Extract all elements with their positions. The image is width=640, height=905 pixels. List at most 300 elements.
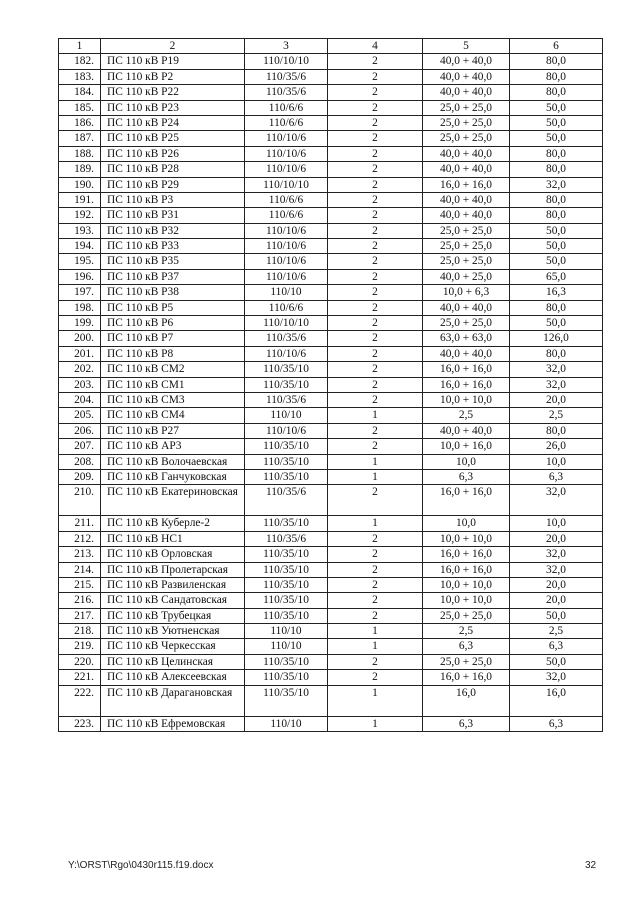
transformer-power-cell: 10,0 + 6,3 [423, 285, 510, 300]
table-row [59, 100, 603, 115]
transformer-power-cell: 10,0 + 10,0 [423, 593, 510, 608]
row-number-cell: 207. [59, 439, 101, 454]
table-row [59, 346, 603, 361]
total-power-cell: 80,0 [510, 346, 603, 361]
table-row [59, 577, 603, 592]
table-row [59, 377, 603, 392]
transformer-power-cell: 10,0 + 10,0 [423, 531, 510, 546]
total-power-cell: 10,0 [510, 516, 603, 531]
table-row [59, 608, 603, 623]
row-number-cell: 222. [59, 685, 101, 716]
transformer-count-cell: 2 [328, 177, 423, 192]
total-power-cell: 32,0 [510, 485, 603, 516]
voltage-cell: 110/10/6 [245, 269, 328, 284]
table-row [59, 69, 603, 84]
row-number-cell: 219. [59, 639, 101, 654]
substation-name-cell: ПС 110 кВ Куберле-2 [101, 516, 245, 531]
total-power-cell: 126,0 [510, 331, 603, 346]
row-number-cell: 218. [59, 624, 101, 639]
row-number-cell: 192. [59, 208, 101, 223]
row-number-cell: 193. [59, 223, 101, 238]
transformer-count-cell: 2 [328, 316, 423, 331]
transformer-power-cell: 25,0 + 25,0 [423, 608, 510, 623]
transformer-count-cell: 2 [328, 377, 423, 392]
table-row [59, 454, 603, 469]
substation-name-cell: ПС 110 кВ Черкесская [101, 639, 245, 654]
voltage-cell: 110/35/6 [245, 331, 328, 346]
row-number-cell: 206. [59, 423, 101, 438]
transformer-power-cell: 25,0 + 25,0 [423, 223, 510, 238]
table-row [59, 423, 603, 438]
total-power-cell: 10,0 [510, 454, 603, 469]
table-row [59, 162, 603, 177]
transformer-count-cell: 2 [328, 115, 423, 130]
substation-name-cell: ПС 110 кВ Екатериновская [101, 485, 245, 516]
table-row [59, 54, 603, 69]
voltage-cell: 110/10/10 [245, 54, 328, 69]
substation-name-cell: ПС 110 кВ Р26 [101, 146, 245, 161]
substation-name-cell: ПС 110 кВ Р38 [101, 285, 245, 300]
substation-name-cell: ПС 110 кВ Р8 [101, 346, 245, 361]
transformer-power-cell: 25,0 + 25,0 [423, 239, 510, 254]
row-number-cell: 190. [59, 177, 101, 192]
row-number-cell: 187. [59, 131, 101, 146]
row-number-cell: 214. [59, 562, 101, 577]
substation-name-cell: ПС 110 кВ Р19 [101, 54, 245, 69]
table-row [59, 362, 603, 377]
table-row [59, 469, 603, 484]
transformer-power-cell: 40,0 + 40,0 [423, 85, 510, 100]
transformer-power-cell: 10,0 + 16,0 [423, 439, 510, 454]
substation-name-cell: ПС 110 кВ Р7 [101, 331, 245, 346]
table-row [59, 562, 603, 577]
row-number-cell: 191. [59, 192, 101, 207]
total-power-cell: 80,0 [510, 146, 603, 161]
transformer-power-cell: 40,0 + 40,0 [423, 208, 510, 223]
voltage-cell: 110/10/6 [245, 423, 328, 438]
substation-name-cell: ПС 110 кВ Р5 [101, 300, 245, 315]
total-power-cell: 80,0 [510, 69, 603, 84]
row-number-cell: 212. [59, 531, 101, 546]
transformer-power-cell: 25,0 + 25,0 [423, 115, 510, 130]
row-number-cell: 223. [59, 716, 101, 731]
total-power-cell: 80,0 [510, 54, 603, 69]
table-header-row [59, 39, 603, 54]
table-row [59, 239, 603, 254]
row-number-cell: 208. [59, 454, 101, 469]
table-row [59, 485, 603, 516]
row-number-cell: 204. [59, 392, 101, 407]
transformer-power-cell: 40,0 + 40,0 [423, 346, 510, 361]
table-row [59, 285, 603, 300]
total-power-cell: 50,0 [510, 100, 603, 115]
row-number-cell: 197. [59, 285, 101, 300]
voltage-cell: 110/35/10 [245, 685, 328, 716]
transformer-power-cell: 6,3 [423, 469, 510, 484]
total-power-cell: 20,0 [510, 593, 603, 608]
transformer-power-cell: 16,0 + 16,0 [423, 362, 510, 377]
transformer-count-cell: 2 [328, 146, 423, 161]
total-power-cell: 32,0 [510, 362, 603, 377]
transformer-count-cell: 1 [328, 516, 423, 531]
substation-name-cell: ПС 110 кВ Р25 [101, 131, 245, 146]
voltage-cell: 110/6/6 [245, 300, 328, 315]
substation-name-cell: ПС 110 кВ Целинская [101, 654, 245, 669]
voltage-cell: 110/6/6 [245, 115, 328, 130]
transformer-power-cell: 16,0 + 16,0 [423, 177, 510, 192]
voltage-cell: 110/35/10 [245, 516, 328, 531]
voltage-cell: 110/35/10 [245, 593, 328, 608]
total-power-cell: 80,0 [510, 192, 603, 207]
total-power-cell: 6,3 [510, 469, 603, 484]
voltage-cell: 110/35/10 [245, 670, 328, 685]
table-row [59, 300, 603, 315]
transformer-count-cell: 1 [328, 454, 423, 469]
substation-name-cell: ПС 110 кВ Р24 [101, 115, 245, 130]
page-number: 32 [585, 860, 597, 871]
transformer-count-cell: 2 [328, 239, 423, 254]
transformer-power-cell: 40,0 + 40,0 [423, 69, 510, 84]
transformer-count-cell: 2 [328, 362, 423, 377]
transformer-power-cell: 40,0 + 40,0 [423, 54, 510, 69]
row-number-cell: 198. [59, 300, 101, 315]
transformer-power-cell: 25,0 + 25,0 [423, 254, 510, 269]
transformer-count-cell: 2 [328, 670, 423, 685]
substation-name-cell: ПС 110 кВ СМ4 [101, 408, 245, 423]
row-number-cell: 195. [59, 254, 101, 269]
table-row [59, 439, 603, 454]
total-power-cell: 2,5 [510, 624, 603, 639]
row-number-cell: 215. [59, 577, 101, 592]
total-power-cell: 50,0 [510, 316, 603, 331]
total-power-cell: 50,0 [510, 131, 603, 146]
transformer-power-cell: 25,0 + 25,0 [423, 131, 510, 146]
table-row [59, 531, 603, 546]
voltage-cell: 110/35/6 [245, 392, 328, 407]
row-number-cell: 217. [59, 608, 101, 623]
substation-name-cell: ПС 110 кВ Р32 [101, 223, 245, 238]
substation-name-cell: ПС 110 кВ СМ1 [101, 377, 245, 392]
transformer-power-cell: 10,0 [423, 516, 510, 531]
table-row [59, 254, 603, 269]
table-row [59, 223, 603, 238]
header-cell: 1 [59, 39, 101, 54]
row-number-cell: 203. [59, 377, 101, 392]
transformer-power-cell: 16,0 + 16,0 [423, 377, 510, 392]
transformer-power-cell: 2,5 [423, 408, 510, 423]
transformer-count-cell: 2 [328, 254, 423, 269]
row-number-cell: 184. [59, 85, 101, 100]
transformer-count-cell: 2 [328, 285, 423, 300]
transformer-power-cell: 6,3 [423, 716, 510, 731]
row-number-cell: 188. [59, 146, 101, 161]
row-number-cell: 194. [59, 239, 101, 254]
voltage-cell: 110/35/10 [245, 654, 328, 669]
total-power-cell: 80,0 [510, 162, 603, 177]
table-row [59, 670, 603, 685]
table-row [59, 593, 603, 608]
voltage-cell: 110/35/10 [245, 562, 328, 577]
substation-name-cell: ПС 110 кВ Р31 [101, 208, 245, 223]
voltage-cell: 110/35/10 [245, 377, 328, 392]
total-power-cell: 50,0 [510, 239, 603, 254]
table-row [59, 516, 603, 531]
voltage-cell: 110/10 [245, 408, 328, 423]
table-row [59, 547, 603, 562]
total-power-cell: 50,0 [510, 654, 603, 669]
table-row [59, 408, 603, 423]
transformer-power-cell: 63,0 + 63,0 [423, 331, 510, 346]
table-row [59, 192, 603, 207]
transformer-power-cell: 40,0 + 40,0 [423, 146, 510, 161]
transformer-count-cell: 2 [328, 208, 423, 223]
header-cell: 2 [101, 39, 245, 54]
header-cell: 5 [423, 39, 510, 54]
transformer-count-cell: 2 [328, 54, 423, 69]
transformer-power-cell: 40,0 + 40,0 [423, 423, 510, 438]
voltage-cell: 110/35/6 [245, 485, 328, 516]
substation-name-cell: ПС 110 кВ Дарагановская [101, 685, 245, 716]
row-number-cell: 186. [59, 115, 101, 130]
substation-name-cell: ПС 110 кВ Волочаевская [101, 454, 245, 469]
transformer-count-cell: 2 [328, 300, 423, 315]
header-cell: 3 [245, 39, 328, 54]
total-power-cell: 50,0 [510, 115, 603, 130]
table-row [59, 177, 603, 192]
voltage-cell: 110/10/6 [245, 239, 328, 254]
total-power-cell: 26,0 [510, 439, 603, 454]
row-number-cell: 200. [59, 331, 101, 346]
total-power-cell: 6,3 [510, 639, 603, 654]
substation-name-cell: ПС 110 кВ Р37 [101, 269, 245, 284]
substation-name-cell: ПС 110 кВ СМ2 [101, 362, 245, 377]
table-row [59, 654, 603, 669]
total-power-cell: 20,0 [510, 577, 603, 592]
voltage-cell: 110/35/10 [245, 439, 328, 454]
substation-name-cell: ПС 110 кВ Пролетарская [101, 562, 245, 577]
row-number-cell: 202. [59, 362, 101, 377]
table-row [59, 639, 603, 654]
table-row [59, 85, 603, 100]
voltage-cell: 110/35/6 [245, 531, 328, 546]
substation-name-cell: ПС 110 кВ Р6 [101, 316, 245, 331]
transformer-count-cell: 2 [328, 269, 423, 284]
row-number-cell: 209. [59, 469, 101, 484]
row-number-cell: 210. [59, 485, 101, 516]
transformer-count-cell: 2 [328, 69, 423, 84]
total-power-cell: 16,0 [510, 685, 603, 716]
substation-name-cell: ПС 110 кВ Р22 [101, 85, 245, 100]
total-power-cell: 32,0 [510, 547, 603, 562]
substation-name-cell: ПС 110 кВ Р23 [101, 100, 245, 115]
transformer-power-cell: 40,0 + 40,0 [423, 192, 510, 207]
total-power-cell: 6,3 [510, 716, 603, 731]
substation-name-cell: ПС 110 кВ Трубецкая [101, 608, 245, 623]
row-number-cell: 189. [59, 162, 101, 177]
transformer-power-cell: 40,0 + 40,0 [423, 300, 510, 315]
transformer-power-cell: 10,0 + 10,0 [423, 577, 510, 592]
substation-name-cell: ПС 110 кВ Р27 [101, 423, 245, 438]
table-row [59, 316, 603, 331]
voltage-cell: 110/35/10 [245, 454, 328, 469]
row-number-cell: 199. [59, 316, 101, 331]
substation-name-cell: ПС 110 кВ Р33 [101, 239, 245, 254]
substation-name-cell: ПС 110 кВ СМ3 [101, 392, 245, 407]
row-number-cell: 211. [59, 516, 101, 531]
substation-name-cell: ПС 110 кВ Р2 [101, 69, 245, 84]
transformer-power-cell: 16,0 + 16,0 [423, 547, 510, 562]
transformer-count-cell: 2 [328, 562, 423, 577]
transformer-count-cell: 1 [328, 716, 423, 731]
table-row [59, 269, 603, 284]
file-path: Y:\ORST\Rgo\0430r115.f19.docx [68, 860, 214, 871]
header-cell: 6 [510, 39, 603, 54]
total-power-cell: 32,0 [510, 670, 603, 685]
total-power-cell: 80,0 [510, 208, 603, 223]
table-row [59, 131, 603, 146]
voltage-cell: 110/35/6 [245, 69, 328, 84]
transformer-count-cell: 2 [328, 531, 423, 546]
total-power-cell: 32,0 [510, 562, 603, 577]
voltage-cell: 110/10/6 [245, 146, 328, 161]
transformer-count-cell: 2 [328, 547, 423, 562]
substation-name-cell: ПС 110 кВ Уютненская [101, 624, 245, 639]
voltage-cell: 110/10/6 [245, 223, 328, 238]
transformer-count-cell: 2 [328, 577, 423, 592]
transformer-count-cell: 1 [328, 639, 423, 654]
substation-name-cell: ПС 110 кВ Р3 [101, 192, 245, 207]
transformer-count-cell: 2 [328, 593, 423, 608]
total-power-cell: 32,0 [510, 377, 603, 392]
transformer-count-cell: 2 [328, 608, 423, 623]
substation-name-cell: ПС 110 кВ Ганчуковская [101, 469, 245, 484]
total-power-cell: 80,0 [510, 423, 603, 438]
transformer-power-cell: 16,0 + 16,0 [423, 485, 510, 516]
transformer-count-cell: 2 [328, 192, 423, 207]
total-power-cell: 50,0 [510, 254, 603, 269]
transformer-power-cell: 10,0 + 10,0 [423, 392, 510, 407]
total-power-cell: 2,5 [510, 408, 603, 423]
table-row [59, 208, 603, 223]
voltage-cell: 110/6/6 [245, 208, 328, 223]
row-number-cell: 201. [59, 346, 101, 361]
transformer-count-cell: 1 [328, 624, 423, 639]
transformer-count-cell: 2 [328, 223, 423, 238]
table-row [59, 146, 603, 161]
transformer-count-cell: 2 [328, 162, 423, 177]
voltage-cell: 110/10/6 [245, 131, 328, 146]
total-power-cell: 20,0 [510, 392, 603, 407]
substation-name-cell: ПС 110 кВ АР3 [101, 439, 245, 454]
transformer-power-cell: 16,0 + 16,0 [423, 670, 510, 685]
voltage-cell: 110/6/6 [245, 192, 328, 207]
transformer-count-cell: 2 [328, 346, 423, 361]
transformer-count-cell: 2 [328, 439, 423, 454]
substation-name-cell: ПС 110 кВ Алексеевская [101, 670, 245, 685]
voltage-cell: 110/10 [245, 624, 328, 639]
transformer-power-cell: 16,0 + 16,0 [423, 562, 510, 577]
voltage-cell: 110/35/10 [245, 362, 328, 377]
transformer-count-cell: 2 [328, 485, 423, 516]
voltage-cell: 110/10 [245, 639, 328, 654]
transformer-power-cell: 16,0 [423, 685, 510, 716]
transformer-power-cell: 10,0 [423, 454, 510, 469]
row-number-cell: 196. [59, 269, 101, 284]
voltage-cell: 110/10 [245, 716, 328, 731]
row-number-cell: 221. [59, 670, 101, 685]
transformer-power-cell: 40,0 + 25,0 [423, 269, 510, 284]
table-row [59, 331, 603, 346]
voltage-cell: 110/35/10 [245, 608, 328, 623]
row-number-cell: 183. [59, 69, 101, 84]
table-row [59, 716, 603, 731]
row-number-cell: 213. [59, 547, 101, 562]
total-power-cell: 20,0 [510, 531, 603, 546]
transformer-count-cell: 2 [328, 654, 423, 669]
voltage-cell: 110/10/6 [245, 162, 328, 177]
total-power-cell: 65,0 [510, 269, 603, 284]
transformer-count-cell: 2 [328, 392, 423, 407]
substation-name-cell: ПС 110 кВ НС1 [101, 531, 245, 546]
header-cell: 4 [328, 39, 423, 54]
voltage-cell: 110/10/10 [245, 177, 328, 192]
total-power-cell: 32,0 [510, 177, 603, 192]
substation-name-cell: ПС 110 кВ Р35 [101, 254, 245, 269]
voltage-cell: 110/35/10 [245, 577, 328, 592]
substation-table [58, 38, 603, 732]
total-power-cell: 80,0 [510, 300, 603, 315]
table-row [59, 685, 603, 716]
substation-name-cell: ПС 110 кВ Сандатовская [101, 593, 245, 608]
voltage-cell: 110/10/6 [245, 254, 328, 269]
transformer-count-cell: 1 [328, 408, 423, 423]
voltage-cell: 110/10/6 [245, 346, 328, 361]
transformer-count-cell: 2 [328, 85, 423, 100]
total-power-cell: 80,0 [510, 85, 603, 100]
total-power-cell: 50,0 [510, 608, 603, 623]
row-number-cell: 220. [59, 654, 101, 669]
table-row [59, 624, 603, 639]
transformer-power-cell: 2,5 [423, 624, 510, 639]
substation-name-cell: ПС 110 кВ Р29 [101, 177, 245, 192]
total-power-cell: 50,0 [510, 223, 603, 238]
table-row [59, 115, 603, 130]
row-number-cell: 182. [59, 54, 101, 69]
transformer-power-cell: 25,0 + 25,0 [423, 654, 510, 669]
transformer-count-cell: 2 [328, 331, 423, 346]
transformer-count-cell: 1 [328, 685, 423, 716]
voltage-cell: 110/10 [245, 285, 328, 300]
transformer-power-cell: 25,0 + 25,0 [423, 316, 510, 331]
transformer-power-cell: 6,3 [423, 639, 510, 654]
row-number-cell: 185. [59, 100, 101, 115]
total-power-cell: 16,3 [510, 285, 603, 300]
transformer-count-cell: 2 [328, 100, 423, 115]
transformer-count-cell: 1 [328, 469, 423, 484]
substation-name-cell: ПС 110 кВ Орловская [101, 547, 245, 562]
row-number-cell: 216. [59, 593, 101, 608]
substation-name-cell: ПС 110 кВ Развиленская [101, 577, 245, 592]
transformer-power-cell: 40,0 + 40,0 [423, 162, 510, 177]
voltage-cell: 110/35/10 [245, 547, 328, 562]
voltage-cell: 110/6/6 [245, 100, 328, 115]
transformer-count-cell: 2 [328, 423, 423, 438]
voltage-cell: 110/35/10 [245, 469, 328, 484]
transformer-power-cell: 25,0 + 25,0 [423, 100, 510, 115]
substation-name-cell: ПС 110 кВ Ефремовская [101, 716, 245, 731]
row-number-cell: 205. [59, 408, 101, 423]
substation-name-cell: ПС 110 кВ Р28 [101, 162, 245, 177]
